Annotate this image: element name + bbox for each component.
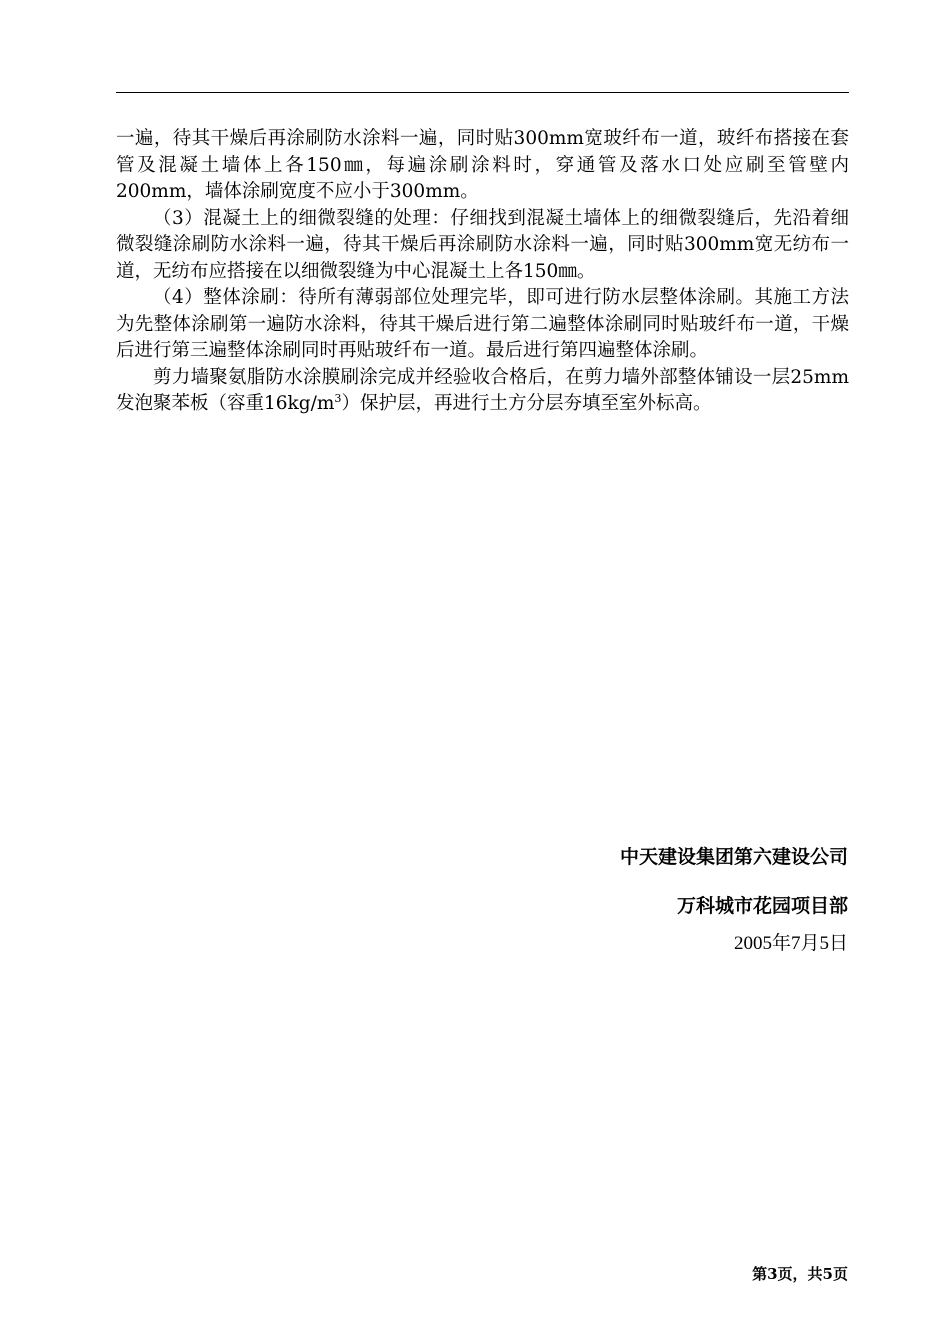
paragraph-pipe-treatment: 一遍，待其干燥后再涂刷防水涂料一遍，同时贴300mm宽玻纤布一道，玻纤布搭接在套管及混凝土墙体上各150㎜，每遍涂刷涂料时，穿通管及落水口处应刷至管壁内200mm，墙体涂刷宽度不应小于300mm。 xyxy=(116,128,849,202)
signature-company: 中天建设集团第六建设公司 xyxy=(619,846,848,868)
protection-layer-text-end: ）保护层，再进行土方分层夯填至室外标高。 xyxy=(341,393,712,414)
signature-date: 2005年7月5日 xyxy=(733,933,848,954)
protection-layer-text: 剪力墙聚氨脂防水涂膜刷涂完成并经验收合格后，在剪力墙外部整体铺设一层25mm发泡聚苯板（容重16kg/m xyxy=(116,366,849,414)
document-body xyxy=(116,126,849,418)
page-footer: 第3页，共5页 xyxy=(752,1265,848,1283)
header-rule xyxy=(116,92,849,93)
superscript: 3 xyxy=(334,391,342,405)
signature-project: 万科城市花园项目部 xyxy=(676,895,848,917)
paragraph-protection-layer xyxy=(116,365,849,418)
paragraph-crack-treatment: （3）混凝土上的细微裂缝的处理：仔细找到混凝土墙体上的细微裂缝后，先沿着细微裂缝涂刷防水涂料一遍，待其干燥后再涂刷防水涂料一遍，同时贴300mm宽无纺布一道，无纺布应搭接在以细微裂缝为中心混凝土上各150㎜。 xyxy=(116,207,849,282)
paragraph-overall-coating: （4）整体涂刷：待所有薄弱部位处理完毕，即可进行防水层整体涂刷。其施工方法为先整体涂刷第一遍防水涂料，待其干燥后进行第二遍整体涂刷同时贴玻纤布一道，干燥后进行第三遍整体涂刷同时再贴玻纤布一道。最后进行第四遍整体涂刷。 xyxy=(116,287,849,361)
